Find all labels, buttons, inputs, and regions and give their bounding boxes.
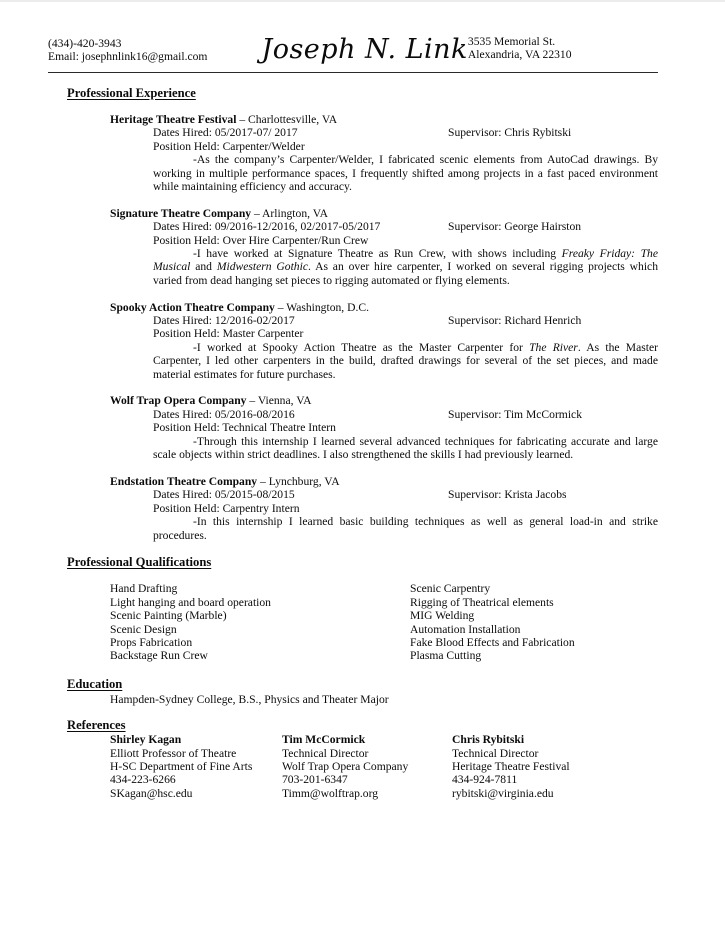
supervisor: Supervisor: Chris Rybitski <box>448 126 572 140</box>
dates-hired: Dates Hired: 09/2016-12/2016, 02/2017-05/2017 <box>153 220 381 234</box>
section-title-professional-experience: Professional Experience <box>67 86 196 100</box>
qualifications-right-column <box>410 582 575 662</box>
person-name: Joseph N. Link <box>261 34 468 65</box>
company-line <box>110 113 658 126</box>
company-location: – Vienna, VA <box>246 394 312 408</box>
experience-entry-heritage <box>48 113 658 193</box>
qualifications-left-column <box>110 582 410 662</box>
section-title-professional-qualifications: Professional Qualifications <box>67 555 212 570</box>
position-held: Position Held: Carpentry Intern <box>153 501 300 515</box>
qualification-item: Scenic Carpentry <box>410 582 491 596</box>
reference-phone: 703-201-6347 <box>282 773 348 787</box>
reference-phone: 434-223-6266 <box>110 773 176 787</box>
reference-name: Tim McCormick <box>282 733 366 747</box>
qualifications-columns <box>110 582 658 662</box>
reference-title: Elliott Professor of Theatre <box>110 746 237 760</box>
job-description: -Through this internship I learned several advanced techniques for fabricating accurate and large scale objects within strict deadlines. I also strengthened the skills I had previously learned. <box>153 434 658 462</box>
education-line: Hampden-Sydney College, B.S., Physics and Theater Major <box>110 692 389 706</box>
company-location: – Arlington, VA <box>251 206 328 220</box>
company-location: – Charlottesville, VA <box>236 113 338 126</box>
qualification-item: MIG Welding <box>410 609 475 623</box>
company-name: Signature Theatre Company <box>110 206 252 220</box>
section-title-references: References <box>67 718 126 733</box>
position-held: Position Held: Technical Theatre Intern <box>153 421 336 435</box>
resume-document <box>0 2 725 938</box>
dates-supervisor-row <box>153 408 658 421</box>
company-name: Spooky Action Theatre Company <box>110 300 275 314</box>
phone-number: (434)-420-3943 <box>48 37 122 50</box>
supervisor: Supervisor: Tim McCormick <box>448 407 582 421</box>
dates-hired: Dates Hired: 05/2017-07/ 2017 <box>153 126 298 140</box>
qualification-item: Hand Drafting <box>110 582 178 596</box>
qualification-item: Scenic Painting (Marble) <box>110 609 227 623</box>
company-name: Endstation Theatre Company <box>110 474 258 488</box>
qualification-item: Plasma Cutting <box>410 649 482 663</box>
reference-email: Timm@wolftrap.org <box>282 786 379 800</box>
reference-organization: Heritage Theatre Festival <box>452 759 570 773</box>
section-title-education: Education <box>67 676 123 691</box>
email-address: Email: josephnlink16@gmail.com <box>48 50 208 64</box>
supervisor: Supervisor: Richard Henrich <box>448 314 582 328</box>
dates-hired: Dates Hired: 05/2016-08/2016 <box>153 407 295 421</box>
resume-body <box>48 73 658 800</box>
job-description: -In this internship I learned basic building techniques as well as general load-in and strike procedures. <box>153 515 658 542</box>
references-columns <box>110 733 658 800</box>
qualification-item: Light hanging and board operation <box>110 595 271 609</box>
reference-name: Shirley Kagan <box>110 733 182 747</box>
company-line <box>110 301 658 314</box>
reference-name: Chris Rybitski <box>452 733 525 747</box>
qualification-item: Backstage Run Crew <box>110 649 208 663</box>
qualification-item: Automation Installation <box>410 622 521 636</box>
company-line <box>110 475 658 488</box>
address-street: 3535 Memorial St. <box>467 35 556 48</box>
reference-shirley-kagan <box>110 733 282 800</box>
company-line <box>110 207 658 220</box>
dates-hired: Dates Hired: 05/2015-08/2015 <box>153 488 295 502</box>
qualification-item: Props Fabrication <box>110 635 193 649</box>
supervisor: Supervisor: Krista Jacobs <box>448 488 567 502</box>
company-name: Heritage Theatre Festival <box>110 113 237 126</box>
experience-entry-spooky-action <box>48 301 658 381</box>
experience-entry-endstation <box>48 475 658 542</box>
reference-organization: H-SC Department of Fine Arts <box>110 759 253 773</box>
qualification-item: Scenic Design <box>110 622 177 636</box>
position-held: Position Held: Over Hire Carpenter/Run Crew <box>153 233 369 247</box>
name-block <box>261 33 468 67</box>
company-line <box>110 394 658 407</box>
job-description: -I worked at Spooky Action Theatre as the Master Carpenter for The River. As the Master Carpenter, I led other carpenters in the build, drafted drawings for several of the set pieces, and made material estimates for future purchases. <box>153 340 658 381</box>
dates-hired: Dates Hired: 12/2016-02/2017 <box>153 314 295 328</box>
qualification-item: Fake Blood Effects and Fabrication <box>410 635 575 649</box>
reference-title: Technical Director <box>282 746 369 760</box>
supervisor: Supervisor: George Hairston <box>448 220 582 234</box>
reference-chris-rybitski <box>452 733 658 800</box>
dates-supervisor-row <box>153 314 658 327</box>
position-held: Position Held: Master Carpenter <box>153 327 304 341</box>
experience-entry-signature <box>48 207 658 287</box>
contact-right-block <box>468 33 658 62</box>
qualification-item: Rigging of Theatrical elements <box>410 595 554 609</box>
dates-supervisor-row <box>153 126 658 139</box>
reference-tim-mccormick <box>282 733 452 800</box>
address-city: Alexandria, VA 22310 <box>467 48 572 62</box>
company-location: – Lynchburg, VA <box>257 474 340 488</box>
dates-supervisor-row <box>153 220 658 233</box>
experience-entry-wolf-trap <box>48 394 658 461</box>
resume-header <box>48 2 658 73</box>
reference-email: SKagan@hsc.edu <box>110 786 193 800</box>
reference-organization: Wolf Trap Opera Company <box>282 759 409 773</box>
reference-phone: 434-924-7811 <box>452 773 518 787</box>
company-name: Wolf Trap Opera Company <box>110 394 247 408</box>
company-location: – Washington, D.C. <box>274 300 369 314</box>
position-held: Position Held: Carpenter/Welder <box>153 139 305 153</box>
reference-title: Technical Director <box>452 746 539 760</box>
job-description: -I have worked at Signature Theatre as Run Crew, with shows including Freaky Friday: The Musical and Midwestern Gothic. As an over hire carpenter, I worked on several rigging projects which varied from dead hanging set pieces to rigging automated or flying elements. <box>153 247 659 287</box>
job-description: -As the company’s Carpenter/Welder, I fabricated scenic elements from AutoCad drawings. By working in multiple performance spaces, I frequently shifted among projects in a fast paced environment while maintaining efficiency and accuracy. <box>153 153 658 194</box>
reference-email: rybitski@virginia.edu <box>452 786 554 800</box>
dates-supervisor-row <box>153 488 658 501</box>
contact-left-block <box>48 33 261 64</box>
